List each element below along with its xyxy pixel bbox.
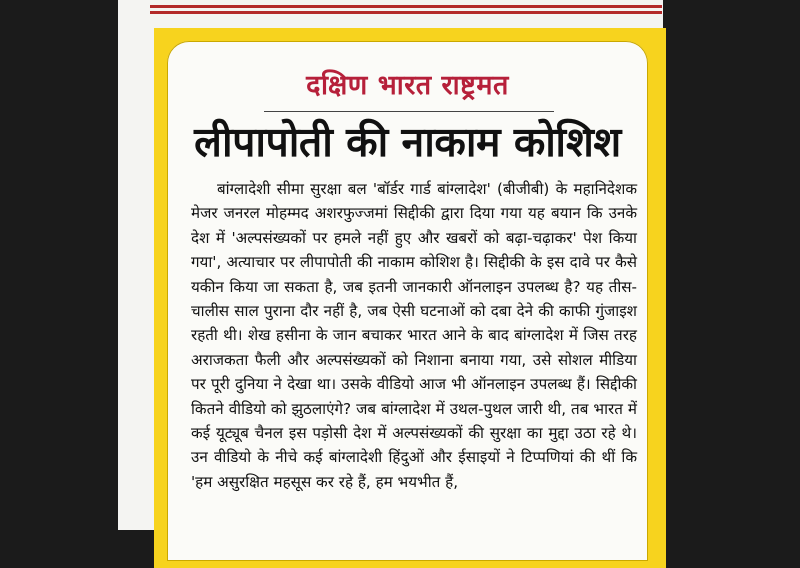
masthead: दक्षिण भारत राष्ट्रमत: [306, 70, 509, 101]
article-body: बांग्लादेशी सीमा सुरक्षा बल 'बॉर्डर गार्ड बांग्लादेश' (बीजीबी) के महानिदेशक मेजर जनरल मोहम्मद अशरफुज्जमां सिद्दीकी द्वारा दिया गया यह बयान कि उनके देश में 'अल्पसंख्यकों पर हमले नहीं हुए और खबरों को बढ़ा-चढ़ाकर' पेश किया गया', अत्याचार पर लीपापोती की नाकाम कोशिश है। सिद्दीकी के इस दावे पर कैसे यकीन किया जा सकता है, जब इतनी जानकारी ऑनलाइन उपलब्ध है? यह तीस-चालीस साल पुराना दौर नहीं है, जब ऐसी घटनाओं को दबा देने की काफी गुंजाइश रहती थी। शेख हसीना के जान बचाकर भारत आने के बाद बांग्लादेश में जिस तरह अराजकता फैली और अल्पसंख्यकों को निशाना बनाया गया, उसे सोशल मीडिया पर पूरी दुनिया ने देखा था। उसके वीडियो आज भी ऑनलाइन उपलब्ध हैं। सिद्दीकी कितने वीडियो को झुठलाएंगे? जब बांग्लादेश में उथल-पुथल जारी थी, तब भारत में कई यूट्यूब चैनल इस पड़ोसी देश में अल्पसंख्यकों की सुरक्षा का मुद्दा उठा रहे थे। उन वीडियो के नीचे कई बांग्लादेशी हिंदुओं और ईसाइयों ने टिप्पणियां की थीं कि 'हम असुरक्षित महसूस कर रहे हैं, हम भयभीत हैं,: [191, 180, 637, 491]
editorial-panel: [167, 41, 648, 561]
top-rule-2: [150, 11, 662, 14]
masthead-rule: [264, 111, 554, 112]
top-rule-1: [150, 5, 662, 8]
newspaper-page: [118, 0, 663, 530]
editorial-box: [154, 28, 666, 568]
headline: लीपापोती की नाकाम कोशिश: [194, 118, 621, 166]
